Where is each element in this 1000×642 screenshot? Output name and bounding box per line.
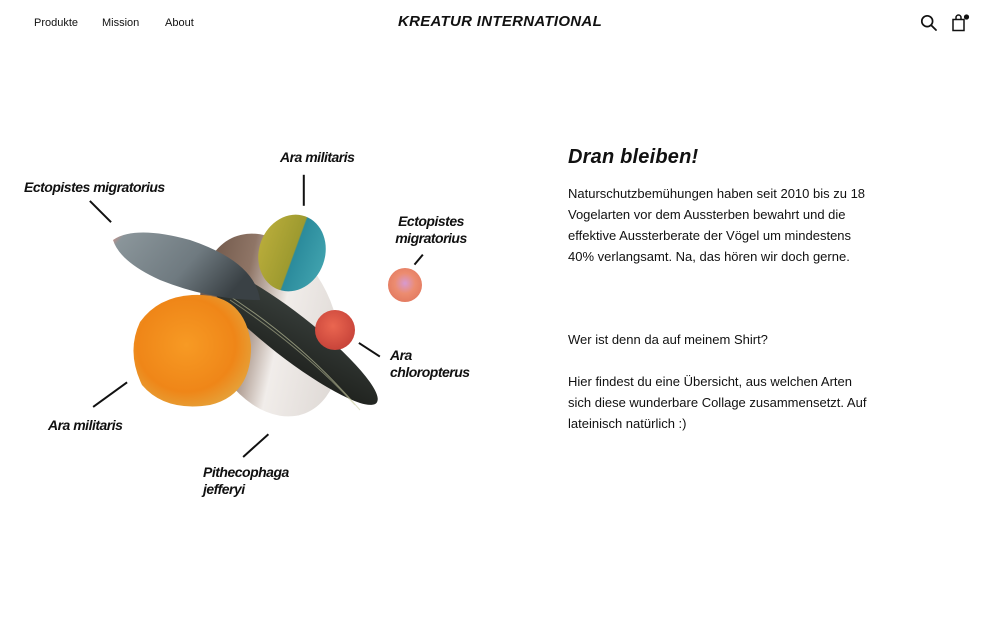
leader-line	[303, 175, 305, 206]
species-label-ara-militaris-2: Ara militaris	[48, 417, 123, 433]
shopping-bag-icon	[951, 14, 971, 32]
search-button[interactable]	[920, 14, 938, 32]
species-label-ectopistes-2: Ectopistes migratorius	[395, 213, 467, 246]
shirt-question: Wer ist denn da auf meinem Shirt?	[568, 332, 768, 347]
nav-link-produkte[interactable]: Produkte	[34, 17, 79, 29]
section-title: Dran bleiben!	[568, 146, 699, 168]
intro-paragraph: Naturschutzbemühungen haben seit 2010 bis zu 18 Vogelarten vor dem Aussterben bewahrt und die effektive Aussterberate der Vögel um mindestens 40% verlangsamt. Na, das hören wir doch gerne.	[568, 186, 866, 264]
search-icon	[920, 14, 938, 32]
nav-link-about[interactable]: About	[165, 17, 194, 29]
cart-button[interactable]	[951, 14, 969, 32]
species-label-pithecophaga: Pithecophaga jefferyi	[203, 464, 289, 497]
species-label-ara-militaris-1: Ara militaris	[280, 149, 355, 165]
species-label-ectopistes-1: Ectopistes migratorius	[24, 179, 165, 195]
brand-logo[interactable]: KREATUR INTERNATIONAL	[397, 13, 603, 30]
info-content	[568, 146, 868, 434]
species-collage	[0, 130, 520, 530]
nav-link-mission[interactable]: Mission	[102, 17, 140, 29]
cart-badge-dot	[964, 14, 969, 19]
brand-logo-wrap	[0, 13, 1000, 30]
species-label-ara-chloropterus: Ara chloropterus	[390, 347, 470, 380]
collage-description: Hier findest du eine Übersicht, aus welchen Arten sich diese wunderbare Collage zusammensetzt. Auf lateinisch natürlich :)	[568, 374, 867, 431]
site-header	[0, 0, 1000, 46]
